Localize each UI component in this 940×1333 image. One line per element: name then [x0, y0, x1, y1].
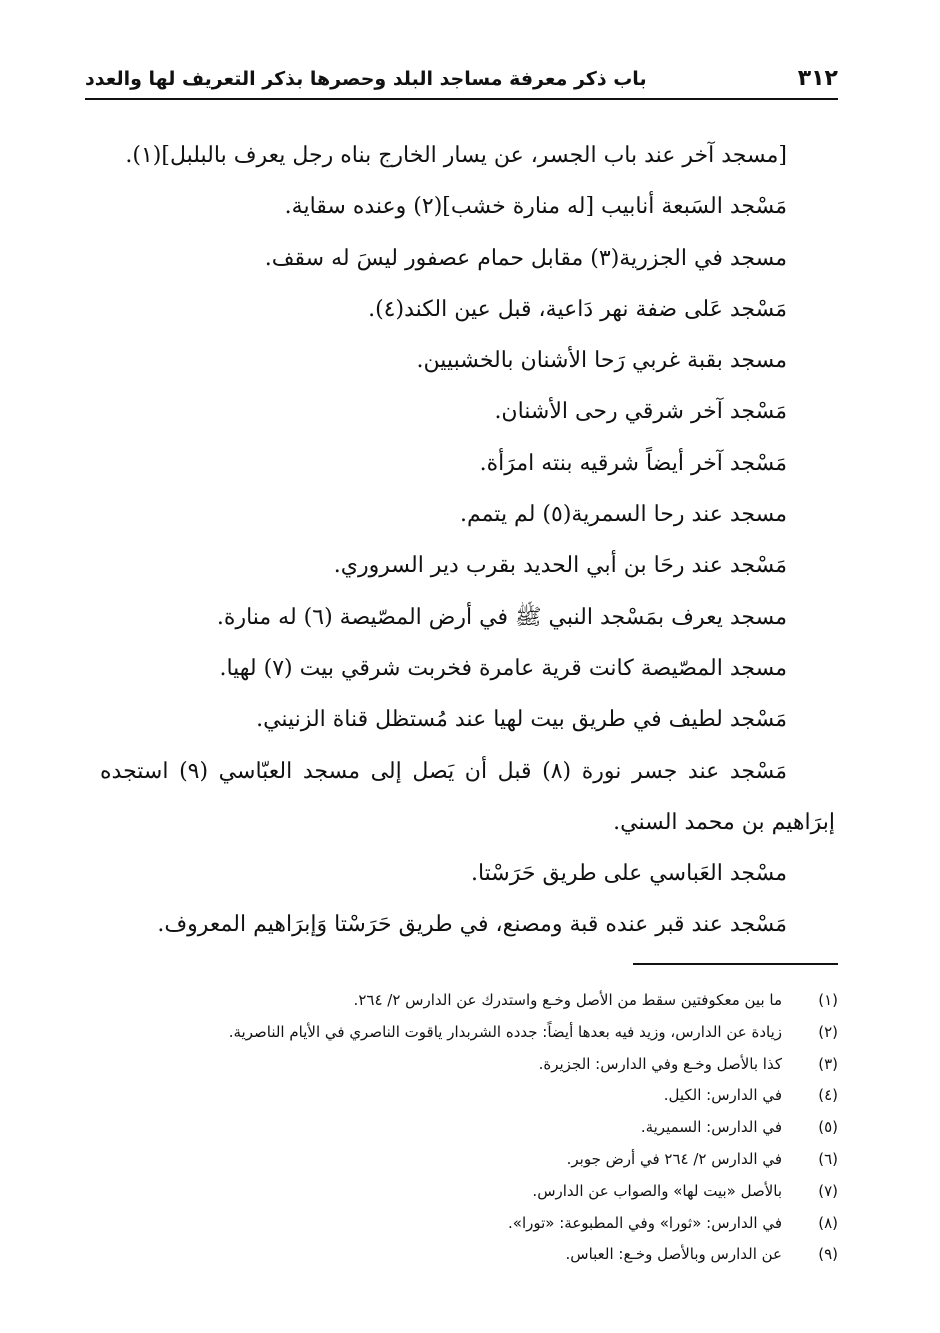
paragraph-8: مسجد عند رحا السمرية(٥) لم يتمم. [459, 502, 787, 528]
paragraph-5: مسجد بقبة غربي رَحا الأشنان بالخشبيين. [416, 348, 787, 374]
footnote-3 [118, 1049, 838, 1081]
footnote-8 [118, 1208, 838, 1240]
footnote-9 [118, 1239, 838, 1271]
footnote-6 [118, 1144, 838, 1176]
paragraph-11: مسجد المصّيصة كانت قرية عامرة فخربت شرقي بيت (٧) لهيا. [219, 655, 787, 681]
main-text [100, 130, 835, 951]
paragraph-15: مَسْجد عند قبر عنده قبة ومصنع، في طريق حَرَسْتا وَإبرَاهيم المعروف. [157, 912, 787, 938]
page-header [85, 58, 838, 100]
footnote-text: كذا بالأصل وخـع وفي الدارس: الجزيرة. [538, 1054, 782, 1073]
paragraph-13-continuation: إبرَاهيم بن محمد السني. [613, 809, 835, 835]
footnote-number: (٩) [818, 1245, 838, 1264]
running-title: باب ذكر معرفة مساجد البلد وحصرها بذكر التعريف لها والعدد [85, 68, 647, 90]
footnote-text: بالأصل «بيت لها» والصواب عن الدارس. [532, 1181, 782, 1200]
footnote-text: زيادة عن الدارس، وزيد فيه بعدها أيضاً: جدده الشربدار ياقوت الناصري في الأيام الناصرية. [228, 1022, 782, 1041]
paragraph-3: مسجد في الجزرية(٣) مقابل حمام عصفور ليسَ له سقف. [264, 245, 787, 271]
footnote-number: (٦) [818, 1149, 838, 1168]
paragraph-6: مَسْجد آخر شرقي رحى الأشنان. [494, 399, 787, 425]
paragraph-1: [مسجد آخر عند باب الجسر، عن يسار الخارج بناه رجل يعرف بالبلبل](١). [125, 143, 787, 168]
page-number: ٣١٢ [797, 66, 838, 91]
footnote-text: في الدارس ٢/ ٢٦٤ في أرض جوبر. [566, 1149, 782, 1168]
footnote-1 [118, 985, 838, 1017]
paragraph-14: مسْجد العَباسي على طريق حَرَسْتا. [470, 861, 787, 887]
footnote-separator [633, 963, 838, 965]
footnote-4 [118, 1080, 838, 1112]
footnote-5 [118, 1112, 838, 1144]
paragraph-10: مسجد يعرف بمَسْجد النبي ﷺ في أرض المصّيصة (٦) له منارة. [216, 604, 787, 630]
footnote-number: (٢) [818, 1022, 838, 1041]
paragraph-2: مَسْجد السَبعة أنابيب [له منارة خشب](٢) وعنده سقاية. [284, 194, 787, 220]
paragraph-4: مَسْجد عَلى ضفة نهر دَاعية، قبل عين الكند(٤). [368, 296, 787, 322]
footnote-number: (١) [818, 991, 838, 1009]
footnote-2 [118, 1017, 838, 1049]
paragraph-13: مَسْجد عند جسر نورة (٨) قبل أن يَصل إلى مسجد العبّاسي (٩) استجده [100, 758, 787, 784]
paragraph-12: مَسْجد لطيف في طريق بيت لهيا عند مُستظل قناة الزنيني. [256, 707, 787, 733]
footnote-number: (٨) [818, 1213, 838, 1232]
footnotes [118, 985, 838, 1271]
footnote-number: (٧) [818, 1181, 838, 1200]
footnote-text: في الدارس: الكيل. [663, 1086, 782, 1105]
footnote-number: (٤) [818, 1086, 838, 1105]
footnote-text: عن الدارس وبالأصل وخـع: العباس. [565, 1245, 782, 1264]
footnote-text: في الدارس: «ثورا» وفي المطبوعة: «تورا». [508, 1213, 782, 1232]
footnote-text: ما بين معكوفتين سقط من الأصل وخـع واستدرك عن الدارس ٢/ ٢٦٤. [353, 991, 782, 1009]
footnote-text: في الدارس: السميرية. [640, 1118, 782, 1137]
paragraph-7: مَسْجد آخر أيضاً شرقيه بنته امرَأة. [479, 450, 787, 476]
footnote-7 [118, 1176, 838, 1208]
footnote-number: (٣) [818, 1054, 838, 1073]
footnote-number: (٥) [818, 1118, 838, 1137]
paragraph-9: مَسْجد عند رحَا بن أبي الحديد بقرب دير السروري. [333, 553, 787, 579]
